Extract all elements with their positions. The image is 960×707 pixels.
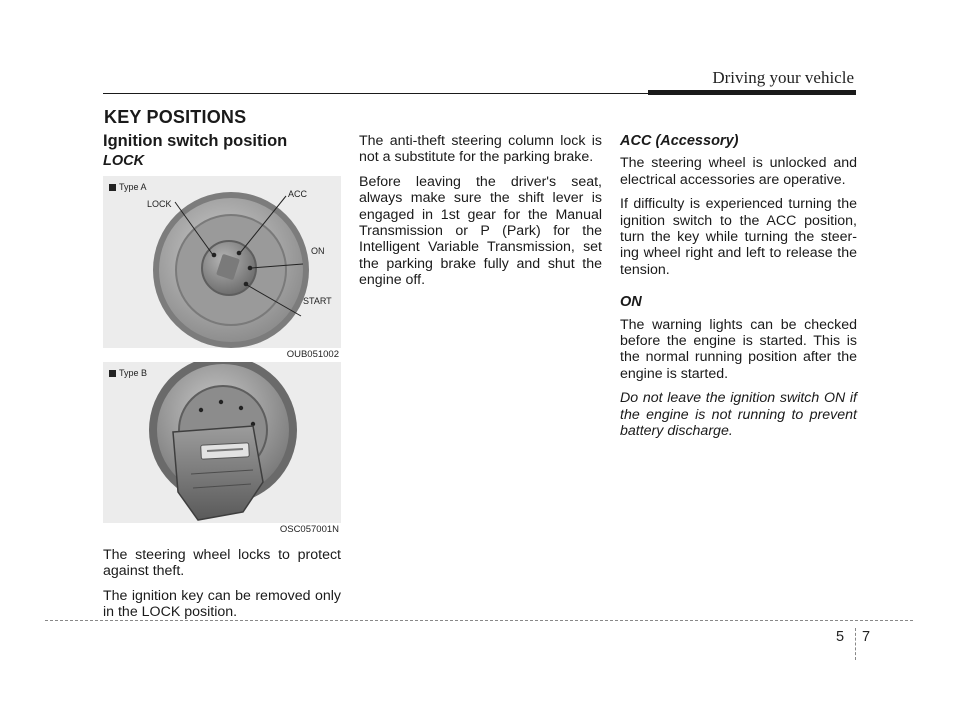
callout-acc: ACC [288, 188, 308, 199]
lock-heading: LOCK [103, 153, 145, 170]
on-note: Do not leave the ignition switch ON if the engine is not running to prevent battery discharge. [620, 390, 857, 440]
section-title: KEY POSITIONS [104, 107, 247, 127]
acc-paragraph-2: If difficulty is experienced turning the ignition switch to the ACC position, turn the key while turning the steer-ing wheel right and left to release the tension. [620, 196, 857, 278]
figure-type-b [103, 362, 341, 523]
callout-lock: LOCK [147, 198, 172, 209]
column-2 [359, 133, 602, 297]
running-header: Driving your vehicle [712, 68, 854, 87]
type-a-label: Type A [119, 181, 147, 192]
lock-paragraph-2: The ignition key can be removed only in the LOCK position. [103, 587, 341, 621]
acc-paragraph-1: The steering wheel is unlocked and electrical accessories are operative. [620, 155, 857, 188]
anti-theft-paragraph: The anti-theft steering column lock is not a substitute for the parking brake. [359, 133, 602, 166]
figure-type-a [103, 176, 341, 348]
acc-heading: ACC (Accessory) [620, 133, 739, 149]
chapter-number: 5 [836, 629, 845, 645]
lock-paragraph-1: The steering wheel locks to protect against theft. [103, 546, 341, 580]
leaving-seat-paragraph: Before leaving the driver's seat, always make sure the shift lever is engaged in 1st gear for the Manual Transmission or P (Park) for the Intelligent Variable Transmission, set the parking brake fully and shut the engine off. [359, 173, 602, 289]
callout-start: START [303, 295, 332, 306]
page-number: 7 [862, 629, 871, 645]
figure-a-code: OUB051002 [103, 348, 341, 362]
ignition-heading: Ignition switch position [103, 132, 288, 150]
page-number-divider [855, 628, 856, 660]
column-3 [620, 133, 857, 448]
on-heading: ON [620, 294, 642, 311]
figure-b-code: OSC057001N [103, 523, 341, 537]
callout-on: ON [311, 245, 325, 256]
header-bar [648, 90, 856, 95]
header-rule [103, 93, 648, 94]
footer-rule [45, 620, 913, 621]
ignition-switch-b-illustration [103, 362, 341, 523]
type-b-label: Type B [119, 367, 148, 378]
on-paragraph-1: The warning lights can be checked before the engine is started. This is the normal running position after the engine is started. [620, 316, 857, 382]
column-1 [103, 133, 341, 628]
